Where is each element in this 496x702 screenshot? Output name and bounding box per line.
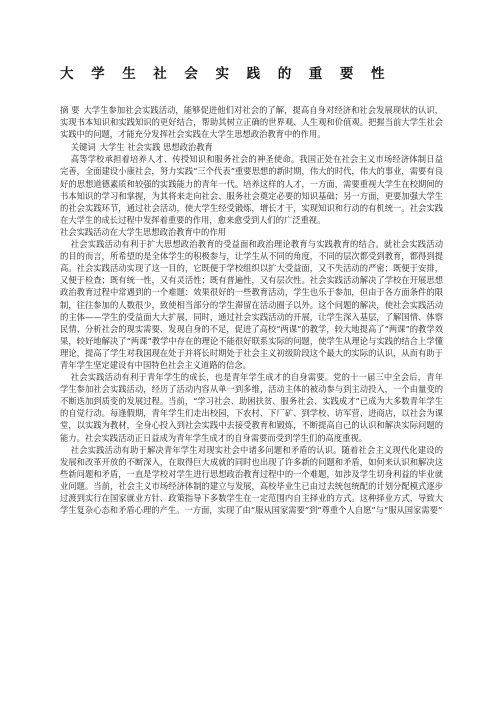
body-paragraph: 社会实践活动有利于扩大思想政治教育的受益面和政治理论教育与实践教育的结合。就社会实践活动的目的而言，所希望的是全体学生的积极参与，让学生从不同的角度，不同的层次都受到教育，都得到提高。社会实践活动实现了这一目的，它既便于学校组织以扩大受益面，又不失活动的严密；既便于安排，又便于检查；既有统一性，又有灵活性；既有普遍性，又有层次性。社会实践活动解决了学校在开展思想政治教育过程中常遇到的一个难题：效果很好的一些教育活动，学生也乐于参加，但由于各方面条件的限制，往往参加的人数很少，致使相当部分的学生滞留在活动圈子以外。这个问题的解决，使社会实践活动的主体——学生的受益面大大扩展，同时，通过社会实践活动的开展，让学生深入基层，了解国情、体察民情、分析社会的现实需要、发现自身的不足，促进了高校“两课”的教学，较大地提高了“两课”的教学效果，较好地解决了“两课”教学中存在的理论不能很好联系实际的问题，使学生从理论与实践的结合上学懂理论，提高了学生对我国现在处于并将长时期处于社会主义初级阶段这个最大的实际的认识，从而有助于青年学生坚定建设有中国特色社会主义道路的信念。 (60, 239, 443, 370)
keywords-label: 关键词 (70, 142, 96, 153)
body-text (60, 153, 443, 516)
keywords (60, 141, 443, 153)
abstract-text: 大学生参加社会实践活动，能够促进他们对社会的了解，提高自身对经济和社会发展现状的认识，实现书本知识和实践知识的更好结合，帮助其树立正确的世界观、人生观和价值观。把握当前大学生社会实践中的问题，才能充分发挥社会实践在大学生思想政治教育中的作用。 (60, 105, 443, 140)
body-paragraph: 社会实践活动有助于解决青年学生对现实社会中诸多问题和矛盾的认识。随着社会主义现代化建设的发展和改革开放的不断深入，在取得巨大成就的同时也出现了许多新的问题和矛盾，如何来认识和解决这些新问题和矛盾，一直是学校对学生进行思想政治教育过程中的一个难题，如涉及学生切身利益的毕业就业问题。当前，社会主义市场经济体制的建立与发展，高校毕业生已由过去统包统配的计划分配模式逐步过渡到实行在国家就业方针、政策指导下多数学生在一定范围内自主择业的方式。这种择业方式，导致大学生复杂心态和矛盾心理的产生。一方面，实现了由“服从国家需要”到“尊重个人自愿”与“服从国家需要” (60, 444, 443, 516)
abstract-label: 摘 要 (60, 105, 80, 115)
section-heading: 社会实践活动在大学生思想政治教育中的作用 (60, 226, 226, 237)
body-paragraph: 高等学校承担着培养人才、传授知识和服务社会的神圣使命。我国正处在社会主义市场经济体制日益完善，全面建设小康社会，努力实践“三个代表”重要思想的新时期，伟大的时代，伟大的事业，需要有良好的思想道德素质和较强的实践能力的青年一代。培养这样的人才，一方面，需要重视大学生在校期间的书本知识的学习和掌握，为其将来走向社会、服务社会奠定必要的知识基础；另一方面，更要加强大学生的社会实践环节，通过社会活动，使大学生经受锻炼，增长才干，实现知识和行动的有机统一。社会实践在大学生的成长过程中发挥着重要的作用，愈来愈受到人们的广泛重视。 (60, 154, 443, 225)
body-paragraph: 社会实践活动有利于青年学生的成长，也是青年学生成才的自身需要。党的十一届三中全会后，青年学生参加社会实践活动，经历了活动内容从单一到多维，活动主体的被动参与到主动投入，一个由量变的不断迭加到质变的发展过程。当前，“学习社会、助困扶贫、服务社会、实践成才”已成为大多数青年学生的自觉行动。每逢假期，青年学生们走出校园，下农村、下厂矿、到学校、访军营、进商店，以社会为课堂，以实践为教材，全身心投入到社会实践中去接受教育和锻炼，不断提高自己的认识和解决实际问题的能力。社会实践活动正日益成为青年学生成才的自身需要而受到学生们的高度重视。 (60, 372, 443, 443)
abstract (60, 104, 443, 140)
keywords-text: 大学生 社会实践 思想政治教育 (99, 142, 213, 153)
document-title: 大学生社会实践的重要性 (60, 66, 403, 82)
